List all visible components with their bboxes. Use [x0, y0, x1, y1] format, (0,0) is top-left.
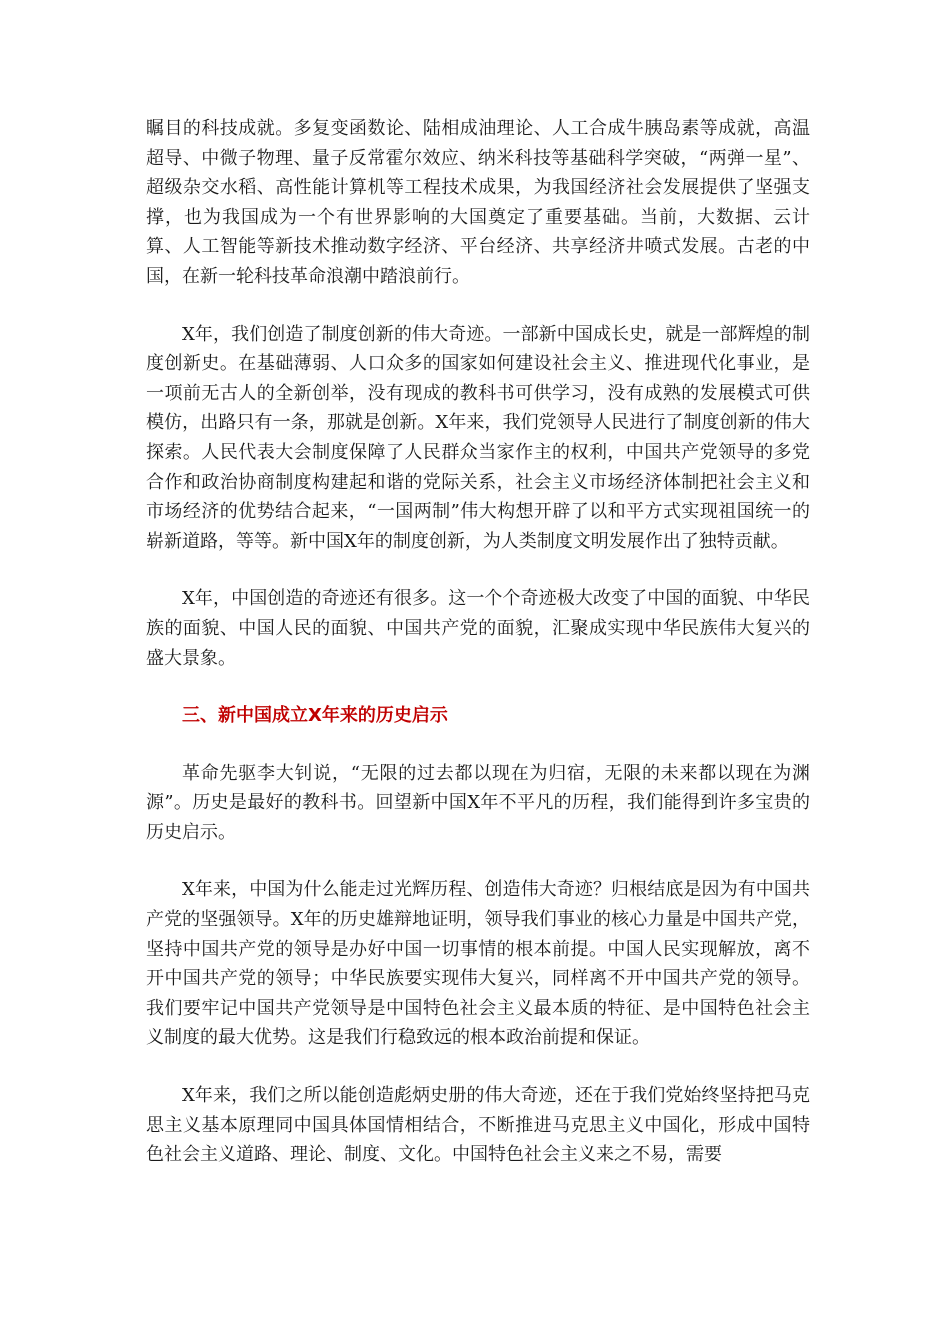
document-body — [146, 114, 810, 1198]
paragraph-li-dazhao-quote: 革命先驱李大钊说，“无限的过去都以现在为归宿，无限的未来都以现在为渊源”。历史是最好的教科书。回望新中国X年不平凡的历程，我们能得到许多宝贵的历史启示。 — [146, 762, 810, 843]
section-heading: 三、新中国成立X年来的历史启示 — [182, 705, 448, 727]
paragraph-institutional-innovation: X年，我们创造了制度创新的伟大奇迹。一部新中国成长史，就是一部辉煌的制度创新史。在基础薄弱、人口众多的国家如何建设社会主义、推进现代化事业，是一项前无古人的全新创举，没有现成的教科书可供学习，没有成熟的发展模式可供模仿，出路只有一条，那就是创新。X年来，我们党领导人民进行了制度创新的伟大探索。人民代表大会制度保障了人民群众当家作主的权利，中国共产党领导的多党合作和政治协商制度构建起和谐的党际关系，社会主义市场经济体制把社会主义和市场经济的优势结合起来，“一国两制”伟大构想开辟了以和平方式实现祖国统一的崭新道路，等等。新中国X年的制度创新，为人类制度文明发展作出了独特贡献。 — [146, 323, 810, 552]
paragraph-more-miracles: X年，中国创造的奇迹还有很多。这一个个奇迹极大改变了中国的面貌、中华民族的面貌、中国人民的面貌、中国共产党的面貌，汇聚成实现中华民族伟大复兴的盛大景象。 — [146, 588, 810, 669]
paragraph-tech-achievements: 瞩目的科技成就。多复变函数论、陆相成油理论、人工合成牛胰岛素等成就，高温超导、中微子物理、量子反常霍尔效应、纳米科技等基础科学突破，“两弹一星”、超级杂交水稻、高性能计算机等工程技术成果，为我国经济社会发展提供了坚强支撑，也为我国成为一个有世界影响的大国奠定了重要基础。当前，大数据、云计算、人工智能等新技术推动数字经济、平台经济、共享经济井喷式发展。古老的中国，在新一轮科技革命浪潮中踏浪前行。 — [146, 118, 810, 287]
paragraph-party-leadership: X年来，中国为什么能走过光辉历程、创造伟大奇迹？归根结底是因为有中国共产党的坚强领导。X年的历史雄辩地证明，领导我们事业的核心力量是中国共产党，坚持中国共产党的领导是办好中国一切事情的根本前提。中国人民实现解放，离不开中国共产党的领导；中华民族要实现伟大复兴，同样离不开中国共产党的领导。我们要牢记中国共产党领导是中国特色社会主义最本质的特征、是中国特色社会主义制度的最大优势。这是我们行稳致远的根本政治前提和保证。 — [146, 879, 810, 1049]
paragraph-sinicized-marxism: X年来，我们之所以能创造彪炳史册的伟大奇迹，还在于我们党始终坚持把马克思主义基本原理同中国具体国情相结合，不断推进马克思主义中国化，形成中国特色社会主义道路、理论、制度、文化。中国特色社会主义来之不易，需要 — [146, 1085, 810, 1166]
